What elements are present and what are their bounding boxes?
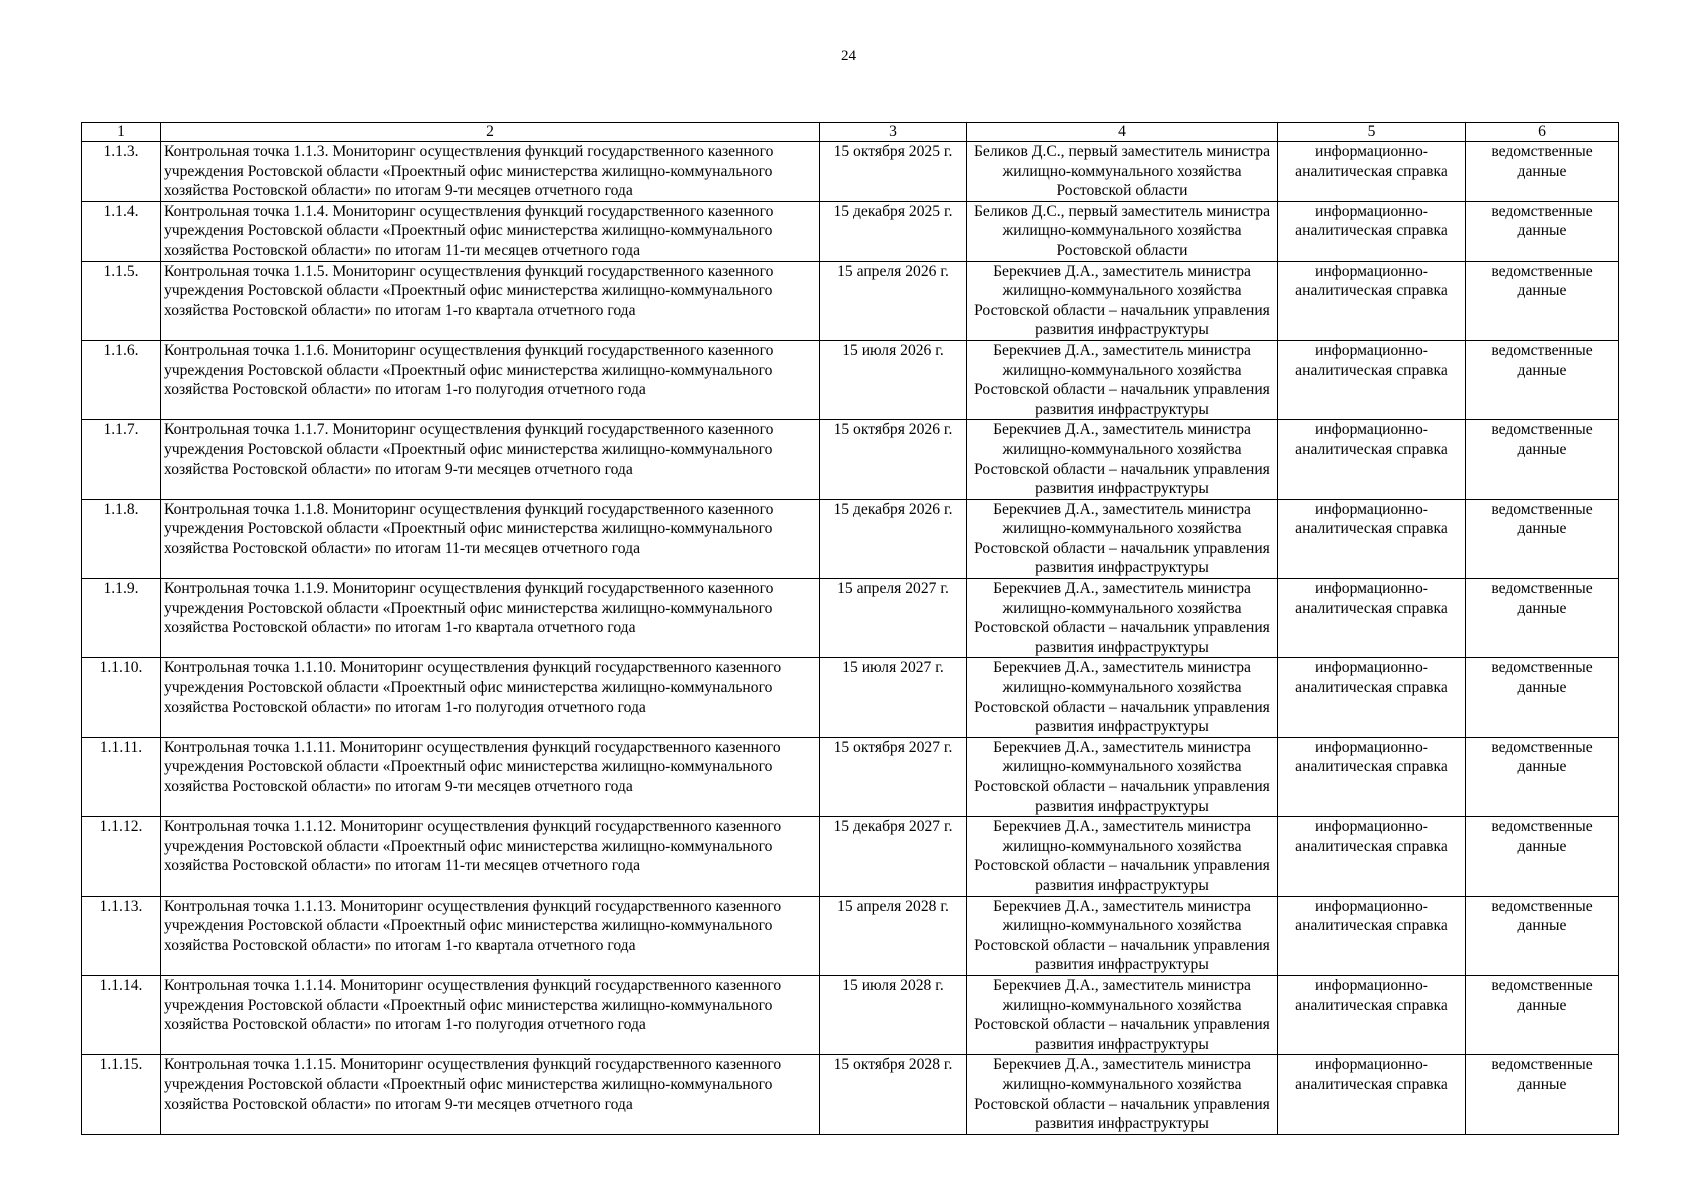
control-point-name: Контрольная точка 1.1.6. Мониторинг осуществления функций государственного казенного учреждения Ростовской области «Проектный офис министерства жилищно-коммунального хозяйства Ростовской области» по итогам 1-го полугодия отчетного года <box>161 340 820 419</box>
control-point-name: Контрольная точка 1.1.12. Мониторинг осуществления функций государственного казенного учреждения Ростовской области «Проектный офис министерства жилищно-коммунального хозяйства Ростовской области» по итогам 11-ти месяцев отчетного года <box>161 817 820 896</box>
due-date: 15 декабря 2026 г. <box>820 499 967 578</box>
document-type: информационно-аналитическая справка <box>1278 896 1466 975</box>
control-point-name: Контрольная точка 1.1.10. Мониторинг осуществления функций государственного казенного учреждения Ростовской области «Проектный офис министерства жилищно-коммунального хозяйства Ростовской области» по итогам 1-го полугодия отчетного года <box>161 658 820 737</box>
responsible-person: Берекчиев Д.А., заместитель министра жилищно-коммунального хозяйства Ростовской области – начальник управления развития инфраструктуры <box>967 896 1278 975</box>
column-number-row <box>82 123 1619 142</box>
document-type: информационно-аналитическая справка <box>1278 1055 1466 1134</box>
due-date: 15 апреля 2028 г. <box>820 896 967 975</box>
control-point-name: Контрольная точка 1.1.9. Мониторинг осуществления функций государственного казенного учреждения Ростовской области «Проектный офис министерства жилищно-коммунального хозяйства Ростовской области» по итогам 1-го квартала отчетного года <box>161 579 820 658</box>
table-row <box>82 975 1619 1054</box>
control-points-table <box>81 122 1619 1135</box>
row-number: 1.1.13. <box>82 896 161 975</box>
due-date: 15 июля 2027 г. <box>820 658 967 737</box>
table-row <box>82 737 1619 816</box>
table-row <box>82 1055 1619 1134</box>
table-row <box>82 142 1619 202</box>
table-row <box>82 896 1619 975</box>
table-row <box>82 579 1619 658</box>
column-number-6: 6 <box>1466 123 1619 142</box>
control-point-name: Контрольная точка 1.1.3. Мониторинг осуществления функций государственного казенного учреждения Ростовской области «Проектный офис министерства жилищно-коммунального хозяйства Ростовской области» по итогам 9-ти месяцев отчетного года <box>161 142 820 202</box>
table-row <box>82 261 1619 340</box>
document-type: информационно-аналитическая справка <box>1278 340 1466 419</box>
table-row <box>82 340 1619 419</box>
row-number: 1.1.10. <box>82 658 161 737</box>
data-source: ведомственные данные <box>1466 1055 1619 1134</box>
document-type: информационно-аналитическая справка <box>1278 201 1466 261</box>
row-number: 1.1.15. <box>82 1055 161 1134</box>
document-type: информационно-аналитическая справка <box>1278 737 1466 816</box>
responsible-person: Беликов Д.С., первый заместитель министра жилищно-коммунального хозяйства Ростовской области <box>967 201 1278 261</box>
row-number: 1.1.4. <box>82 201 161 261</box>
data-source: ведомственные данные <box>1466 201 1619 261</box>
document-type: информационно-аналитическая справка <box>1278 499 1466 578</box>
table-row <box>82 817 1619 896</box>
responsible-person: Берекчиев Д.А., заместитель министра жилищно-коммунального хозяйства Ростовской области – начальник управления развития инфраструктуры <box>967 658 1278 737</box>
due-date: 15 декабря 2027 г. <box>820 817 967 896</box>
column-number-4: 4 <box>967 123 1278 142</box>
responsible-person: Берекчиев Д.А., заместитель министра жилищно-коммунального хозяйства Ростовской области – начальник управления развития инфраструктуры <box>967 817 1278 896</box>
responsible-person: Берекчиев Д.А., заместитель министра жилищно-коммунального хозяйства Ростовской области – начальник управления развития инфраструктуры <box>967 261 1278 340</box>
data-source: ведомственные данные <box>1466 420 1619 499</box>
table-row <box>82 420 1619 499</box>
responsible-person: Берекчиев Д.А., заместитель министра жилищно-коммунального хозяйства Ростовской области – начальник управления развития инфраструктуры <box>967 975 1278 1054</box>
due-date: 15 июля 2028 г. <box>820 975 967 1054</box>
row-number: 1.1.14. <box>82 975 161 1054</box>
control-point-name: Контрольная точка 1.1.8. Мониторинг осуществления функций государственного казенного учреждения Ростовской области «Проектный офис министерства жилищно-коммунального хозяйства Ростовской области» по итогам 11-ти месяцев отчетного года <box>161 499 820 578</box>
due-date: 15 октября 2025 г. <box>820 142 967 202</box>
responsible-person: Берекчиев Д.А., заместитель министра жилищно-коммунального хозяйства Ростовской области – начальник управления развития инфраструктуры <box>967 499 1278 578</box>
row-number: 1.1.8. <box>82 499 161 578</box>
document-type: информационно-аналитическая справка <box>1278 975 1466 1054</box>
data-source: ведомственные данные <box>1466 261 1619 340</box>
responsible-person: Берекчиев Д.А., заместитель министра жилищно-коммунального хозяйства Ростовской области – начальник управления развития инфраструктуры <box>967 1055 1278 1134</box>
data-source: ведомственные данные <box>1466 817 1619 896</box>
table-row <box>82 499 1619 578</box>
row-number: 1.1.7. <box>82 420 161 499</box>
document-type: информационно-аналитическая справка <box>1278 142 1466 202</box>
responsible-person: Беликов Д.С., первый заместитель министра жилищно-коммунального хозяйства Ростовской области <box>967 142 1278 202</box>
due-date: 15 июля 2026 г. <box>820 340 967 419</box>
due-date: 15 октября 2026 г. <box>820 420 967 499</box>
control-point-name: Контрольная точка 1.1.13. Мониторинг осуществления функций государственного казенного учреждения Ростовской области «Проектный офис министерства жилищно-коммунального хозяйства Ростовской области» по итогам 1-го квартала отчетного года <box>161 896 820 975</box>
table-row <box>82 658 1619 737</box>
responsible-person: Берекчиев Д.А., заместитель министра жилищно-коммунального хозяйства Ростовской области – начальник управления развития инфраструктуры <box>967 579 1278 658</box>
control-point-name: Контрольная точка 1.1.11. Мониторинг осуществления функций государственного казенного учреждения Ростовской области «Проектный офис министерства жилищно-коммунального хозяйства Ростовской области» по итогам 9-ти месяцев отчетного года <box>161 737 820 816</box>
data-source: ведомственные данные <box>1466 896 1619 975</box>
table-row <box>82 201 1619 261</box>
control-point-name: Контрольная точка 1.1.14. Мониторинг осуществления функций государственного казенного учреждения Ростовской области «Проектный офис министерства жилищно-коммунального хозяйства Ростовской области» по итогам 1-го полугодия отчетного года <box>161 975 820 1054</box>
document-type: информационно-аналитическая справка <box>1278 817 1466 896</box>
data-source: ведомственные данные <box>1466 658 1619 737</box>
document-type: информационно-аналитическая справка <box>1278 579 1466 658</box>
document-type: информационно-аналитическая справка <box>1278 261 1466 340</box>
row-number: 1.1.3. <box>82 142 161 202</box>
control-point-name: Контрольная точка 1.1.7. Мониторинг осуществления функций государственного казенного учреждения Ростовской области «Проектный офис министерства жилищно-коммунального хозяйства Ростовской области» по итогам 9-ти месяцев отчетного года <box>161 420 820 499</box>
responsible-person: Берекчиев Д.А., заместитель министра жилищно-коммунального хозяйства Ростовской области – начальник управления развития инфраструктуры <box>967 420 1278 499</box>
due-date: 15 апреля 2026 г. <box>820 261 967 340</box>
data-source: ведомственные данные <box>1466 142 1619 202</box>
column-number-5: 5 <box>1278 123 1466 142</box>
due-date: 15 октября 2028 г. <box>820 1055 967 1134</box>
row-number: 1.1.6. <box>82 340 161 419</box>
responsible-person: Берекчиев Д.А., заместитель министра жилищно-коммунального хозяйства Ростовской области – начальник управления развития инфраструктуры <box>967 340 1278 419</box>
due-date: 15 апреля 2027 г. <box>820 579 967 658</box>
due-date: 15 октября 2027 г. <box>820 737 967 816</box>
document-type: информационно-аналитическая справка <box>1278 658 1466 737</box>
data-source: ведомственные данные <box>1466 737 1619 816</box>
page-number: 24 <box>841 48 856 64</box>
row-number: 1.1.11. <box>82 737 161 816</box>
data-source: ведомственные данные <box>1466 975 1619 1054</box>
control-point-name: Контрольная точка 1.1.15. Мониторинг осуществления функций государственного казенного учреждения Ростовской области «Проектный офис министерства жилищно-коммунального хозяйства Ростовской области» по итогам 9-ти месяцев отчетного года <box>161 1055 820 1134</box>
column-number-3: 3 <box>820 123 967 142</box>
document-type: информационно-аналитическая справка <box>1278 420 1466 499</box>
row-number: 1.1.12. <box>82 817 161 896</box>
due-date: 15 декабря 2025 г. <box>820 201 967 261</box>
data-source: ведомственные данные <box>1466 499 1619 578</box>
column-number-2: 2 <box>161 123 820 142</box>
row-number: 1.1.9. <box>82 579 161 658</box>
data-source: ведомственные данные <box>1466 340 1619 419</box>
responsible-person: Берекчиев Д.А., заместитель министра жилищно-коммунального хозяйства Ростовской области – начальник управления развития инфраструктуры <box>967 737 1278 816</box>
control-point-name: Контрольная точка 1.1.5. Мониторинг осуществления функций государственного казенного учреждения Ростовской области «Проектный офис министерства жилищно-коммунального хозяйства Ростовской области» по итогам 1-го квартала отчетного года <box>161 261 820 340</box>
data-source: ведомственные данные <box>1466 579 1619 658</box>
row-number: 1.1.5. <box>82 261 161 340</box>
column-number-1: 1 <box>82 123 161 142</box>
control-point-name: Контрольная точка 1.1.4. Мониторинг осуществления функций государственного казенного учреждения Ростовской области «Проектный офис министерства жилищно-коммунального хозяйства Ростовской области» по итогам 11-ти месяцев отчетного года <box>161 201 820 261</box>
